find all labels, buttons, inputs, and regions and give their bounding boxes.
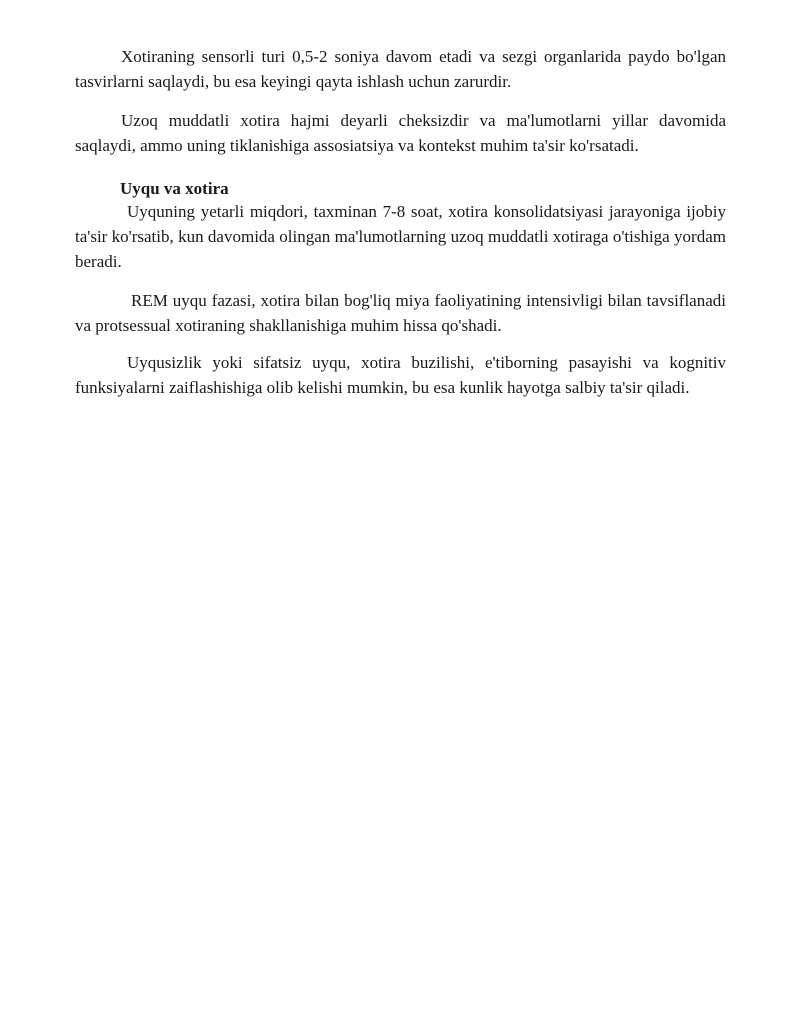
- paragraph-long-term-memory: Uzoq muddatli xotira hajmi deyarli cheksizdir va ma'lumotlarni yillar davomida saqlaydi, ammo uning tiklanishiga assosiatsiya va kontekst muhim ta'sir ko'rsatadi.: [75, 111, 726, 155]
- paragraph-sleep-amount: Uyquning yetarli miqdori, taxminan 7-8 soat, xotira konsolidatsiyasi jarayoniga ijobiy ta'sir ko'rsatib, kun davomida olingan ma'lumotlarning uzoq muddatli xotiraga o'tishiga yordam beradi.: [75, 202, 726, 271]
- section-heading: Uyqu va xotira: [120, 179, 229, 198]
- paragraph-sleep-deprivation: Uyqusizlik yoki sifatsiz uyqu, xotira buzilishi, e'tiborning pasayishi va kognitiv funksiyalarni zaiflashishiga olib kelishi mumkin, bu esa kunlik hayotga salbiy ta'sir qiladi.: [75, 353, 726, 397]
- paragraph-sensory-memory: Xotiraning sensorli turi 0,5-2 soniya davom etadi va sezgi organlarida paydo bo'lgan tasvirlarni saqlaydi, bu esa keyingi qayta ishlash uchun zarurdir.: [75, 47, 726, 91]
- document-page: [75, 44, 726, 400]
- paragraph-rem-sleep: REM uyqu fazasi, xotira bilan bog'liq miya faoliyatining intensivligi bilan tavsiflanadi va protsessual xotiraning shakllanishiga muhim hissa qo'shadi.: [75, 291, 726, 335]
